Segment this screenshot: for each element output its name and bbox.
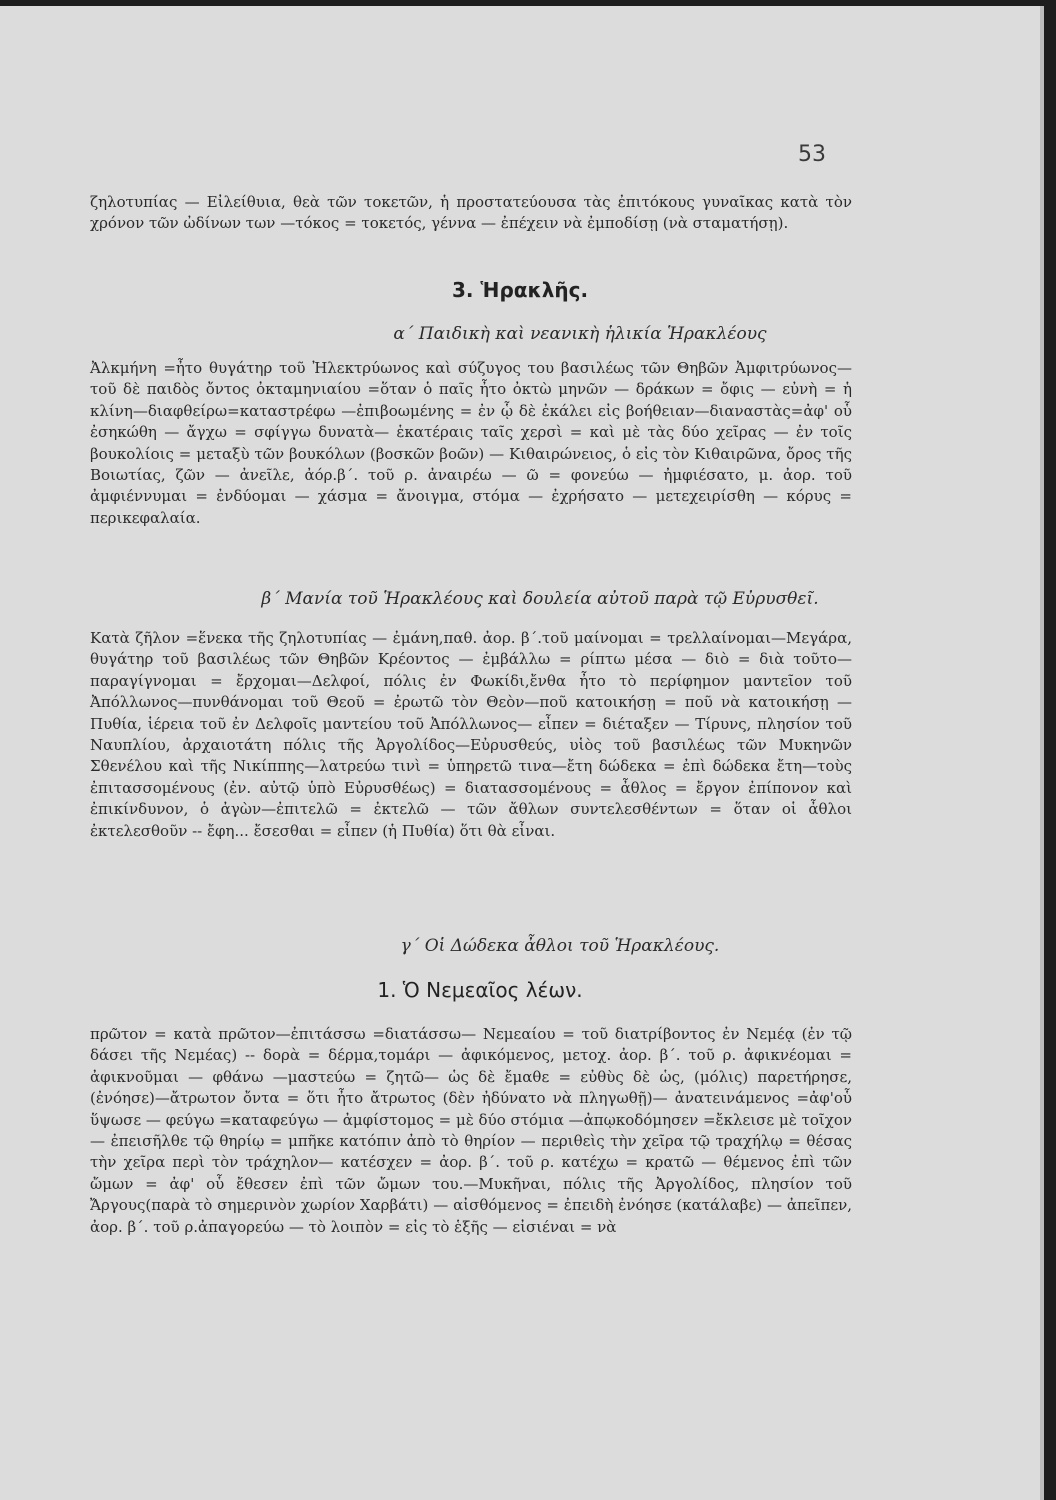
labor-title: 1. Ὁ Νεμεαῖος λέων. xyxy=(377,978,583,1002)
paragraph-c xyxy=(90,1024,852,1238)
subsection-b-title: β΄ Μανία τοῦ Ἡρακλέους καὶ δουλεία αὐτοῦ παρὰ τῷ Εὐρυσθεῖ. xyxy=(261,589,819,609)
paragraph-b xyxy=(90,628,852,842)
page-number: 53 xyxy=(798,142,826,167)
paragraph-c-text: πρῶτον = κατὰ πρῶτον—ἐπιτάσσω =διατάσσω— Νεμεαίου = τοῦ διατρίβοντος ἐν Νεμέᾳ (ἐν τῷ δάσει τῆς Νεμέας) -- δορὰ = δέρμα,τομάρι — ἀφικόμενος, μετοχ. ἀορ. β΄. τοῦ ρ. ἀφικνέομαι = ἀφικνοῦμαι — φθάνω —μαστεύω = ζητῶ— ὡς δὲ ἔμαθε = εὐθὺς δὲ ὡς, (μόλις) παρετήρησε, (ἐνόησε)—ἄτρωτον ὄντα = ὅτι ἦτο ἄτρωτος (δὲν ἠδύνατο νὰ πληγωθῇ)— ἀνατεινάμενος =ἀφ'οὗ ὕψωσε — φεύγω =καταφεύγω — ἀμφίστομος = μὲ δύο στόμια —ἀπῳκοδόμησεν =ἔκλεισε μὲ τοῖχον — ἐπεισῆλθε τῷ θηρίῳ = μπῆκε κατόπιν ἀπὸ τὸ θηρίον — περιθεὶς τὴν χεῖρα τῷ τραχήλῳ = θέσας τὴν χεῖρα περὶ τὸν τράχηλον— κατέσχεν = ἀορ. β΄. τοῦ ρ. κατέχω = κρατῶ — θέμενος ἐπὶ τῶν ὤμων = ἀφ' οὗ ἔθεσεν ἐπὶ τῶν ὤμων του.—Μυκῆναι, πόλις τῆς Ἀργολίδος, πλησίον τοῦ Ἄργους(παρὰ τὸ σημερινὸν χωρίον Χαρβάτι) — αἰσθόμενος = ἐπειδὴ ἐνόησε (κατάλαβε) — ἀπεῖπεν, ἀορ. β΄. τοῦ ρ.ἀπαγορεύω — τὸ λοιπὸν = εἰς τὸ ἑξῆς — εἰσιέναι = νὰ xyxy=(90,1025,852,1236)
section-title: 3. Ἡρακλῆς. xyxy=(451,278,589,302)
subsection-a-title: α΄ Παιδικὴ καὶ νεανικὴ ἡλικία Ἡρακλέους xyxy=(393,324,767,344)
paragraph-a xyxy=(90,358,852,529)
book-page xyxy=(0,6,1044,1500)
intro-text: ζηλοτυπίας — Εἰλείθυια, θεὰ τῶν τοκετῶν, ἡ προστατεύουσα τὰς ἐπιτόκους γυναῖκας κατὰ τὸν χρόνον τῶν ὠδίνων των —τόκος = τοκετός, γέννα — ἐπέχειν νὰ ἐμποδίσῃ (νὰ σταματήσῃ). xyxy=(90,193,852,233)
subsection-c-title: γ΄ Οἱ Δώδεκα ἆθλοι τοῦ Ἡρακλέους. xyxy=(400,936,720,956)
intro-paragraph xyxy=(90,192,852,235)
paragraph-b-text: Κατὰ ζῆλον =ἕνεκα τῆς ζηλοτυπίας — ἐμάνη,παθ. ἀορ. β΄.τοῦ μαίνομαι = τρελλαίνομαι—Μεγάρα, θυγάτηρ τοῦ βασιλέως τῶν Θηβῶν Κρέοντος — ἐμβάλλω = ρίπτω μέσα — διὸ = διὰ τοῦτο—παραγίγνομαι = ἔρχομαι—Δελφοί, πόλις ἐν Φωκίδι,ἔνθα ἦτο τὸ περίφημον μαντεῖον τοῦ Ἀπόλλωνος—πυνθάνομαι τοῦ Θεοῦ = ἐρωτῶ τὸν Θεὸν—ποῦ κατοικήσῃ = ποῦ νὰ κατοικήσῃ — Πυθία, ἱέρεια τοῦ ἐν Δελφοῖς μαντείου τοῦ Ἀπόλλωνος— εἶπεν = διέταξεν — Τίρυνς, πλησίον τοῦ Ναυπλίου, ἀρχαιοτάτη πόλις τῆς Ἀργολίδος—Εὐρυσθεύς, υἱὸς τοῦ βασιλέως τῶν Μυκηνῶν Σθενέλου καὶ τῆς Νικίππης—λατρεύω τινὶ = ὑπηρετῶ τινα—ἔτη δώδεκα = ἐπὶ δώδεκα ἔτη—τοὺς ἐπιτασσομένους (ἐν. αὐτῷ ὑπὸ Εὐρυσθέως) = διατασσομένους = ἆθλος = ἔργον ἐπίπονον καὶ ἐπικίνδυνον, ὁ ἀγὼν—ἐπιτελῶ = ἐκτελῶ — τῶν ἄθλων συντελεσθέντων = ὅταν οἱ ἆθλοι ἐκτελεσθοῦν -- ἔφη... ἔσεσθαι = εἶπεν (ἡ Πυθία) ὅτι θὰ εἶναι. xyxy=(90,629,852,840)
paragraph-a-text: Ἀλκμήνη =ἦτο θυγάτηρ τοῦ Ἠλεκτρύωνος καὶ σύζυγος του βασιλέως τῶν Θηβῶν Ἀμφιτρύωνος—τοῦ δὲ παιδὸς ὄντος ὀκταμηνιαίου =ὅταν ὁ παῖς ἦτο ὀκτὼ μηνῶν — δράκων = ὄφις — εὐνὴ = ἡ κλίνη—διαφθείρω=καταστρέφω —ἐπιβοωμένης = ἐν ᾧ δὲ ἐκάλει εἰς βοήθειαν—διαναστὰς=ἀφ' οὗ ἐσηκώθη — ἄγχω = σφίγγω δυνατὰ— ἑκατέραις ταῖς χερσὶ = καὶ μὲ τὰς δύο χεῖρας — ἐν τοῖς βουκολίοις = μεταξὺ τῶν βουκόλων (βοσκῶν βοῶν) — Κιθαιρώνειος, ὁ εἰς τὸν Κιθαιρῶνα, ὄρος τῆς Βοιωτίας, ζῶν — ἀνεῖλε, ἀόρ.β΄. τοῦ ρ. ἀναιρέω — ῶ = φονεύω — ἠμφιέσατο, μ. ἀορ. τοῦ ἀμφιέννυμαι = ἐνδύομαι — χάσμα = ἄνοιγμα, στόμα — ἐχρήσατο — μετεχειρίσθη — κόρυς = περικεφαλαία. xyxy=(90,359,852,527)
